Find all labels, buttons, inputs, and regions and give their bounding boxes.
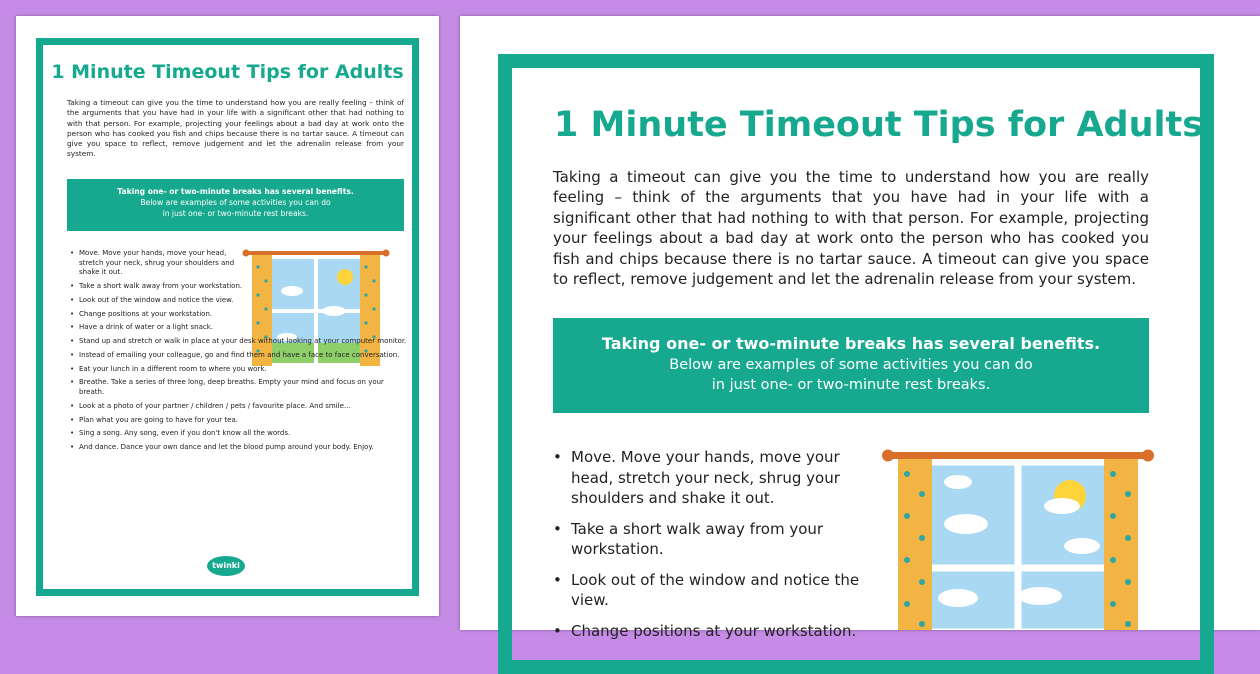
banner-subtext-line2: in just one- or two-minute rest breaks. (711, 376, 991, 393)
list-item: • Change positions at your workstation. (70, 310, 249, 320)
list-item: • Instead of emailing your colleague, go and find them and have a face to face conversation. (70, 351, 410, 361)
list-item: • Take a short walk away from your workstation. (553, 519, 873, 560)
large-preview-sheet (460, 16, 1260, 640)
page-title: 1 Minute Timeout Tips for Adults (554, 105, 1204, 145)
page-title: 1 Minute Timeout Tips for Adults (51, 61, 404, 83)
list-item: • Change positions at your workstation. (553, 621, 873, 642)
tips-list (70, 249, 410, 457)
list-item: • Have a drink of water or a light snack. (70, 323, 249, 333)
banner-subtext-line1: Below are examples of some activities you can do (140, 198, 331, 207)
intro-paragraph: Taking a timeout can give you the time to understand how you are really feeling – think of the arguments that you have had in your life with a significant other that had nothing to with that person. For example, projecting your feelings about a bad day at work onto the person who has cooked you fish and chips because there is no tartar sauce. A timeout can give you space to reflect, remove judgement and let the adrenalin release from your system. (553, 168, 1149, 289)
list-item: • Look at a photo of your partner / children / pets / favourite place. And smile... (70, 402, 410, 412)
list-item: • Eat your lunch in a different room to where you work. (70, 365, 410, 375)
list-item: • Sing a song. Any song, even if you don't know all the words. (70, 429, 410, 439)
banner-subtext-line2: in just one- or two-minute rest breaks. (162, 209, 309, 218)
list-item: • Plan what you are going to have for your tea. (70, 416, 410, 426)
small-preview-sheet (16, 16, 439, 616)
twinkl-logo: twinkl (207, 556, 245, 576)
list-item: • Stand up and stretch or walk in place at your desk without looking at your computer monitor. (70, 337, 410, 347)
intro-paragraph: Taking a timeout can give you the time to understand how you are really feeling – think of the arguments that you have had in your life with a significant other that had nothing to with that person. For example, projecting your feelings about a bad day at work onto the person who has cooked you fish and chips because there is no tartar sauce. A timeout can give you space to reflect, remove judgement and let the adrenalin release from your system. (67, 98, 404, 159)
banner-subtext-line1: Below are examples of some activities you can do (669, 357, 1033, 373)
list-item: • Breathe. Take a series of three long, deep breaths. Empty your mind and focus on your breath. (70, 378, 410, 397)
banner-heading: Taking one- or two-minute breaks has several benefits. (601, 334, 1101, 353)
list-item: • And dance. Dance your own dance and let the blood pump around your body. Enjoy. (70, 443, 410, 453)
tips-list (553, 447, 873, 651)
window-illustration (880, 448, 1156, 630)
list-item: • Move. Move your hands, move your head, stretch your neck, shrug your shoulders and shake it out. (553, 447, 873, 509)
list-item: • Look out of the window and notice the view. (70, 296, 249, 306)
list-item: • Take a short walk away from your workstation. (70, 282, 249, 292)
banner-heading: Taking one- or two-minute breaks has several benefits. (117, 187, 354, 196)
list-item: • Look out of the window and notice the view. (553, 570, 873, 611)
benefits-banner (67, 179, 404, 231)
benefits-banner (553, 318, 1149, 413)
list-item: • Move. Move your hands, move your head, stretch your neck, shrug your shoulders and shake it out. (70, 249, 249, 278)
